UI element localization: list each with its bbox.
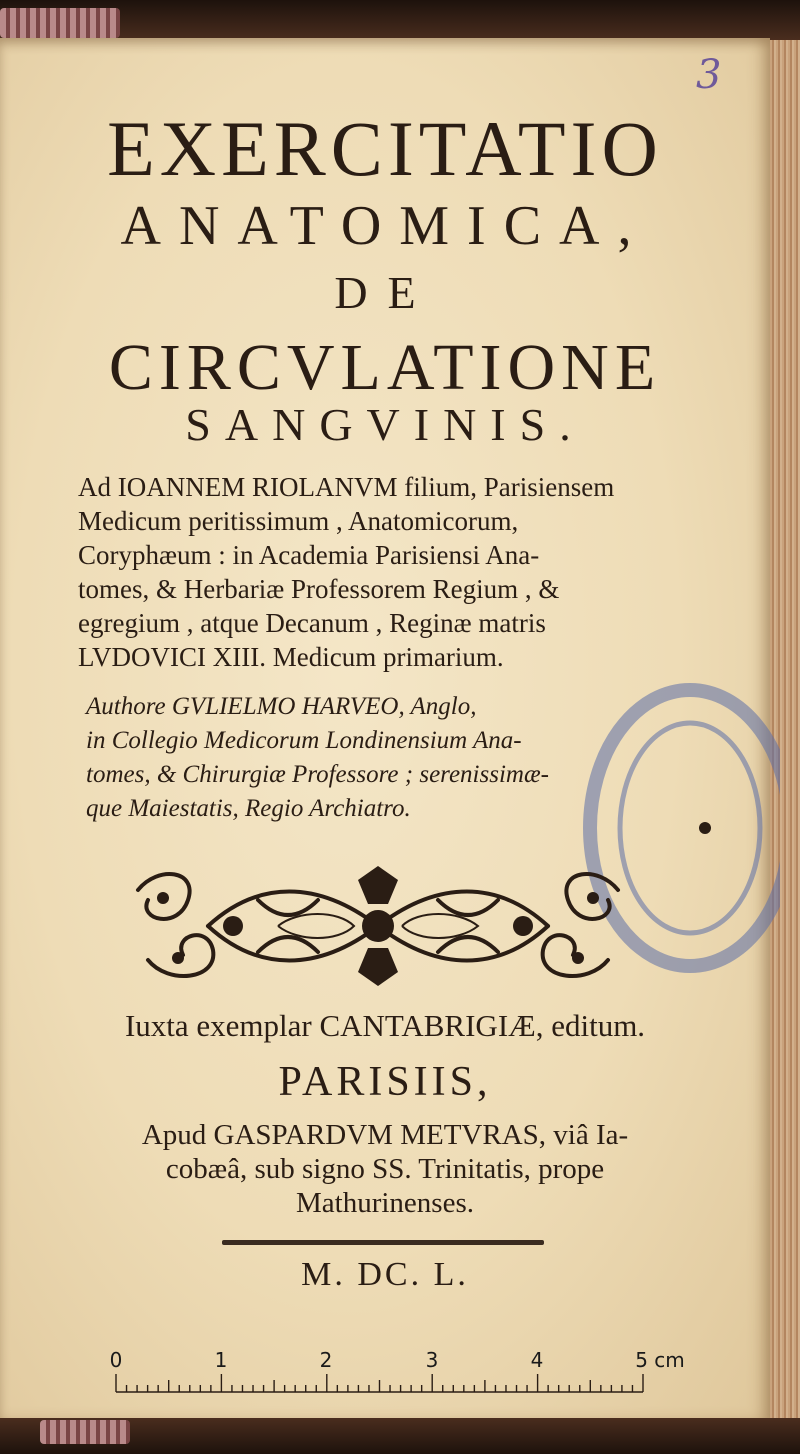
- dedication-line: tomes, & Herbariæ Professorem Regium , &: [78, 574, 560, 604]
- imprint-edition: Iuxta exemplar CANTABRIGIÆ, editum.: [124, 1008, 646, 1043]
- ruler-label: 4: [530, 1348, 544, 1372]
- scale-ruler: [100, 1345, 700, 1405]
- author-line: que Maiestatis, Regio Archiatro.: [86, 795, 411, 822]
- author-line: in Collegio Medicorum Londinensium Ana-: [86, 727, 522, 754]
- binding-top: [0, 0, 800, 40]
- decorative-rule: [222, 1240, 544, 1245]
- printers-ornament: [118, 860, 638, 992]
- title-line-2: ANATOMICA,: [120, 195, 650, 257]
- imprint-address-line: cobæâ, sub signo SS. Trinitatis, prope: [165, 1153, 605, 1185]
- imprint-address: [0, 1118, 770, 1220]
- title-line-1: EXERCITATIO: [107, 105, 663, 192]
- dedication-line: LVDOVICI XIII. Medicum primarium.: [78, 642, 504, 672]
- ruler-label: 1: [214, 1348, 228, 1372]
- imprint-city: PARISIIS,: [278, 1059, 492, 1105]
- ruler-label: 2: [319, 1348, 333, 1372]
- ruler-label: 0: [109, 1348, 123, 1372]
- author-line: tomes, & Chirurgiæ Professore ; serenissimæ-: [86, 761, 549, 788]
- headband-bottom: [40, 1420, 130, 1444]
- ruler-label: 5 cm: [635, 1348, 685, 1372]
- headband-top: [0, 8, 120, 38]
- pencil-mark: 3: [696, 52, 722, 98]
- dedication-line: Coryphæum : in Academia Parisiensi Ana-: [78, 540, 540, 570]
- ruler-label: 3: [425, 1348, 439, 1372]
- dedication-block: [78, 470, 698, 674]
- title-line-5: SANGVINIS.: [185, 399, 585, 450]
- dedication-line: egregium , atque Decanum , Reginæ matris: [78, 608, 546, 638]
- title-line-3: DE: [334, 267, 436, 318]
- imprint-address-line: Mathurinenses.: [296, 1187, 474, 1219]
- title-line-4: CIRCVLATIONE: [108, 331, 662, 404]
- dedication-line: Medicum peritissimum , Anatomicorum,: [78, 506, 519, 536]
- imprint-address-line: Apud GASPARDVM METVRAS, viâ Ia-: [141, 1119, 629, 1151]
- dedication-line: Ad IOANNEM RIOLANVM filium, Parisiensem: [78, 472, 615, 502]
- author-line: Authore GVLIELMO HARVEO, Anglo,: [86, 693, 477, 720]
- imprint-date: M. DC. L.: [301, 1256, 469, 1293]
